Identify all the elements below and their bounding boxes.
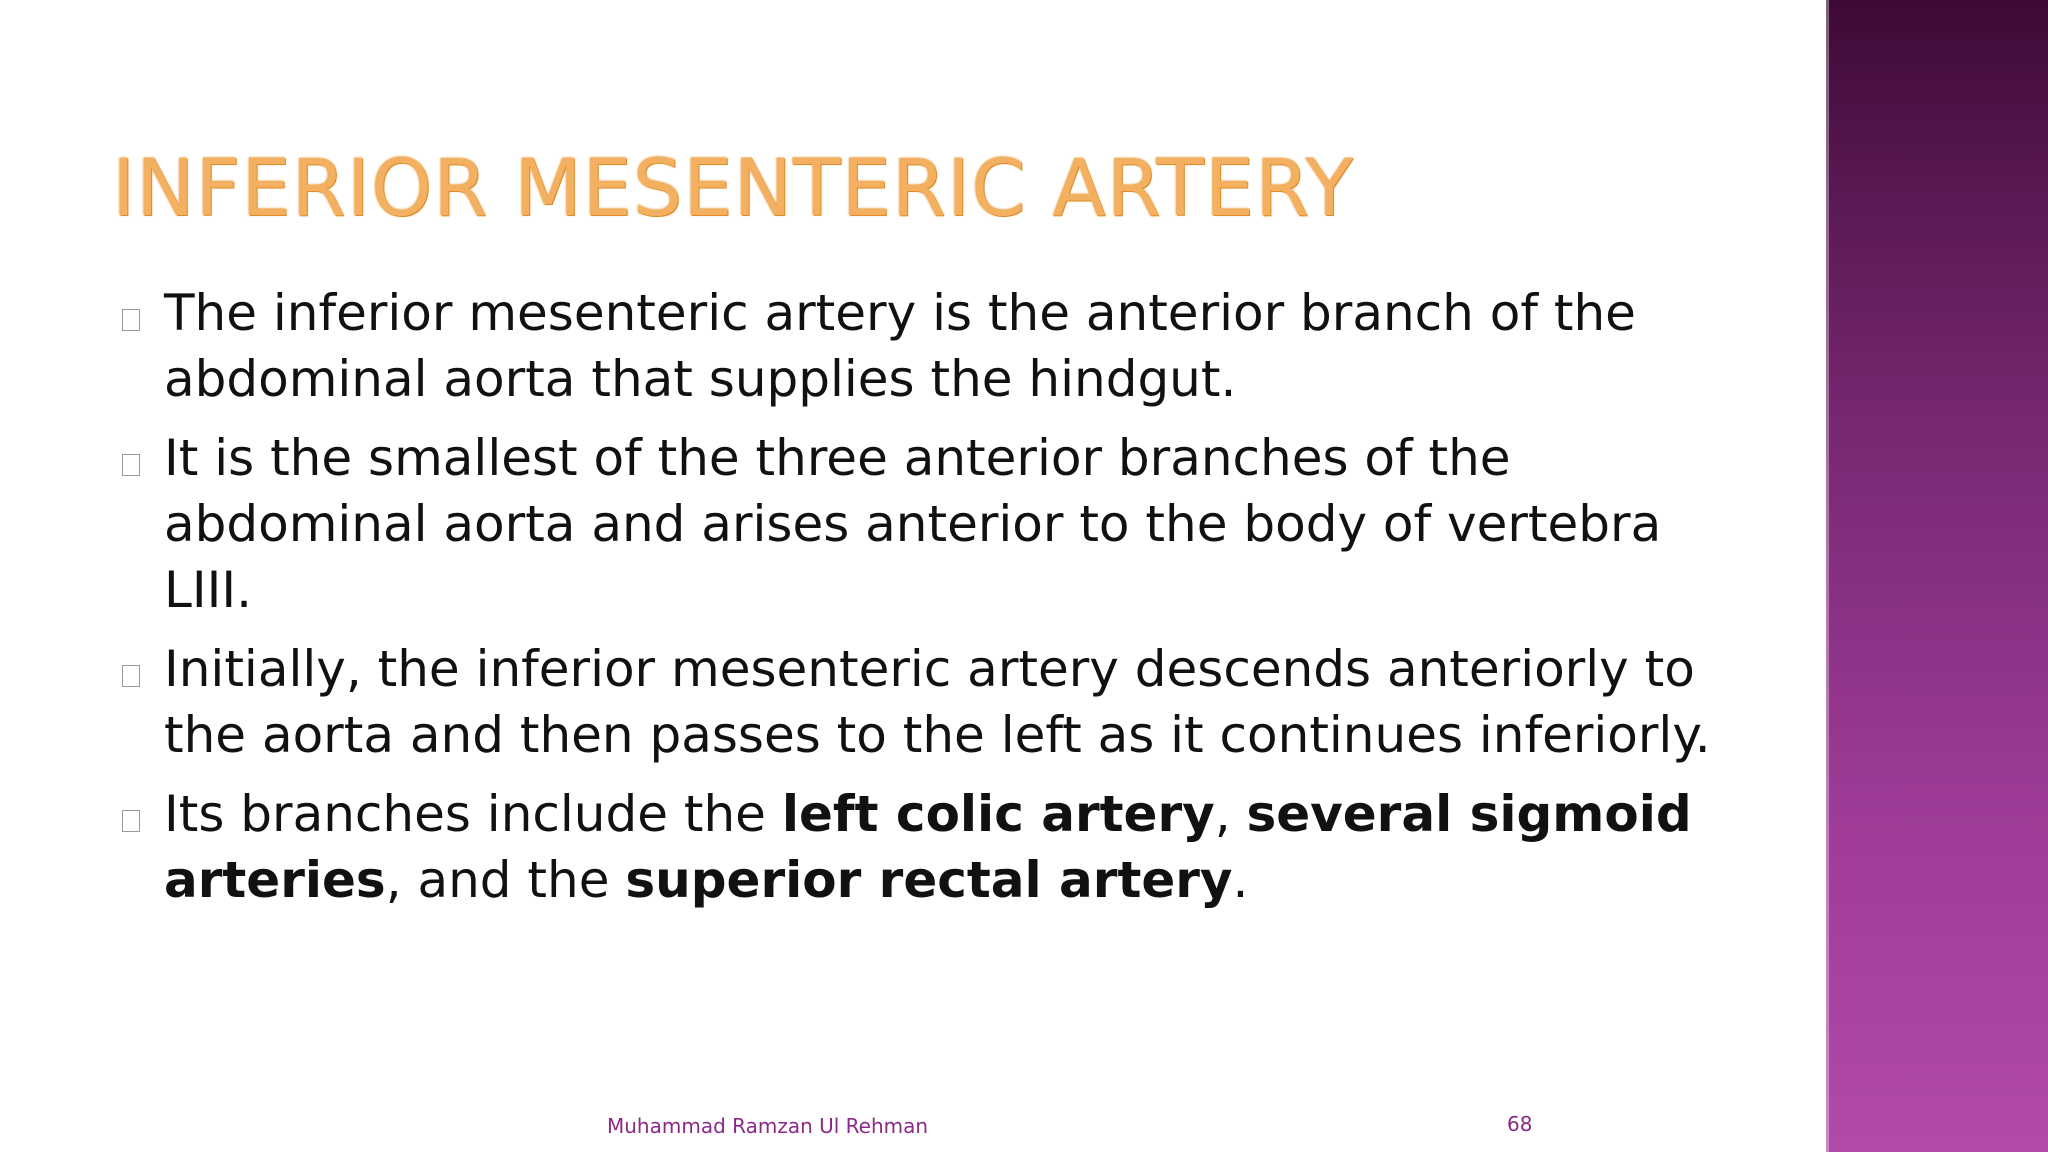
side-decorative-band bbox=[1826, 0, 2048, 1152]
bullet-text: It is the smallest of the three anterior branches of the abdominal aorta and arises anterior to the body of vertebra LIII. bbox=[164, 429, 1662, 619]
footer-author: Muhammad Ramzan Ul Rehman bbox=[607, 1114, 929, 1138]
square-bullet-icon bbox=[122, 810, 140, 832]
bullet-item bbox=[122, 425, 1722, 623]
bullet-text-segment: Its branches include the bbox=[164, 785, 782, 843]
square-bullet-icon bbox=[122, 665, 140, 687]
bullet-text-segment: . bbox=[1232, 851, 1249, 909]
square-bullet-icon bbox=[122, 454, 140, 476]
bullet-bold-term: several sigmoid arteries bbox=[164, 785, 1692, 909]
slide-title bbox=[112, 144, 1354, 234]
bullet-item bbox=[122, 781, 1722, 913]
page-number: 68 bbox=[1507, 1112, 1533, 1136]
bullet-text: The inferior mesenteric artery is the anterior branch of the abdominal aorta that supplies the hindgut. bbox=[164, 284, 1636, 408]
square-bullet-icon bbox=[122, 309, 140, 331]
bullet-item bbox=[122, 280, 1722, 412]
bullet-bold-term: superior rectal artery bbox=[625, 851, 1233, 909]
bullet-list bbox=[122, 280, 1722, 926]
slide-title-text: INFERIOR MESENTERIC ARTERY bbox=[112, 144, 1354, 234]
bullet-text-segment: , and the bbox=[385, 851, 626, 909]
bullet-bold-term: left colic artery bbox=[781, 785, 1215, 843]
bullet-text-segment: , bbox=[1214, 785, 1247, 843]
bullet-text: Initially, the inferior mesenteric artery descends anteriorly to the aorta and then passes to the left as it continues inferiorly. bbox=[164, 640, 1711, 764]
bullet-item bbox=[122, 636, 1722, 768]
